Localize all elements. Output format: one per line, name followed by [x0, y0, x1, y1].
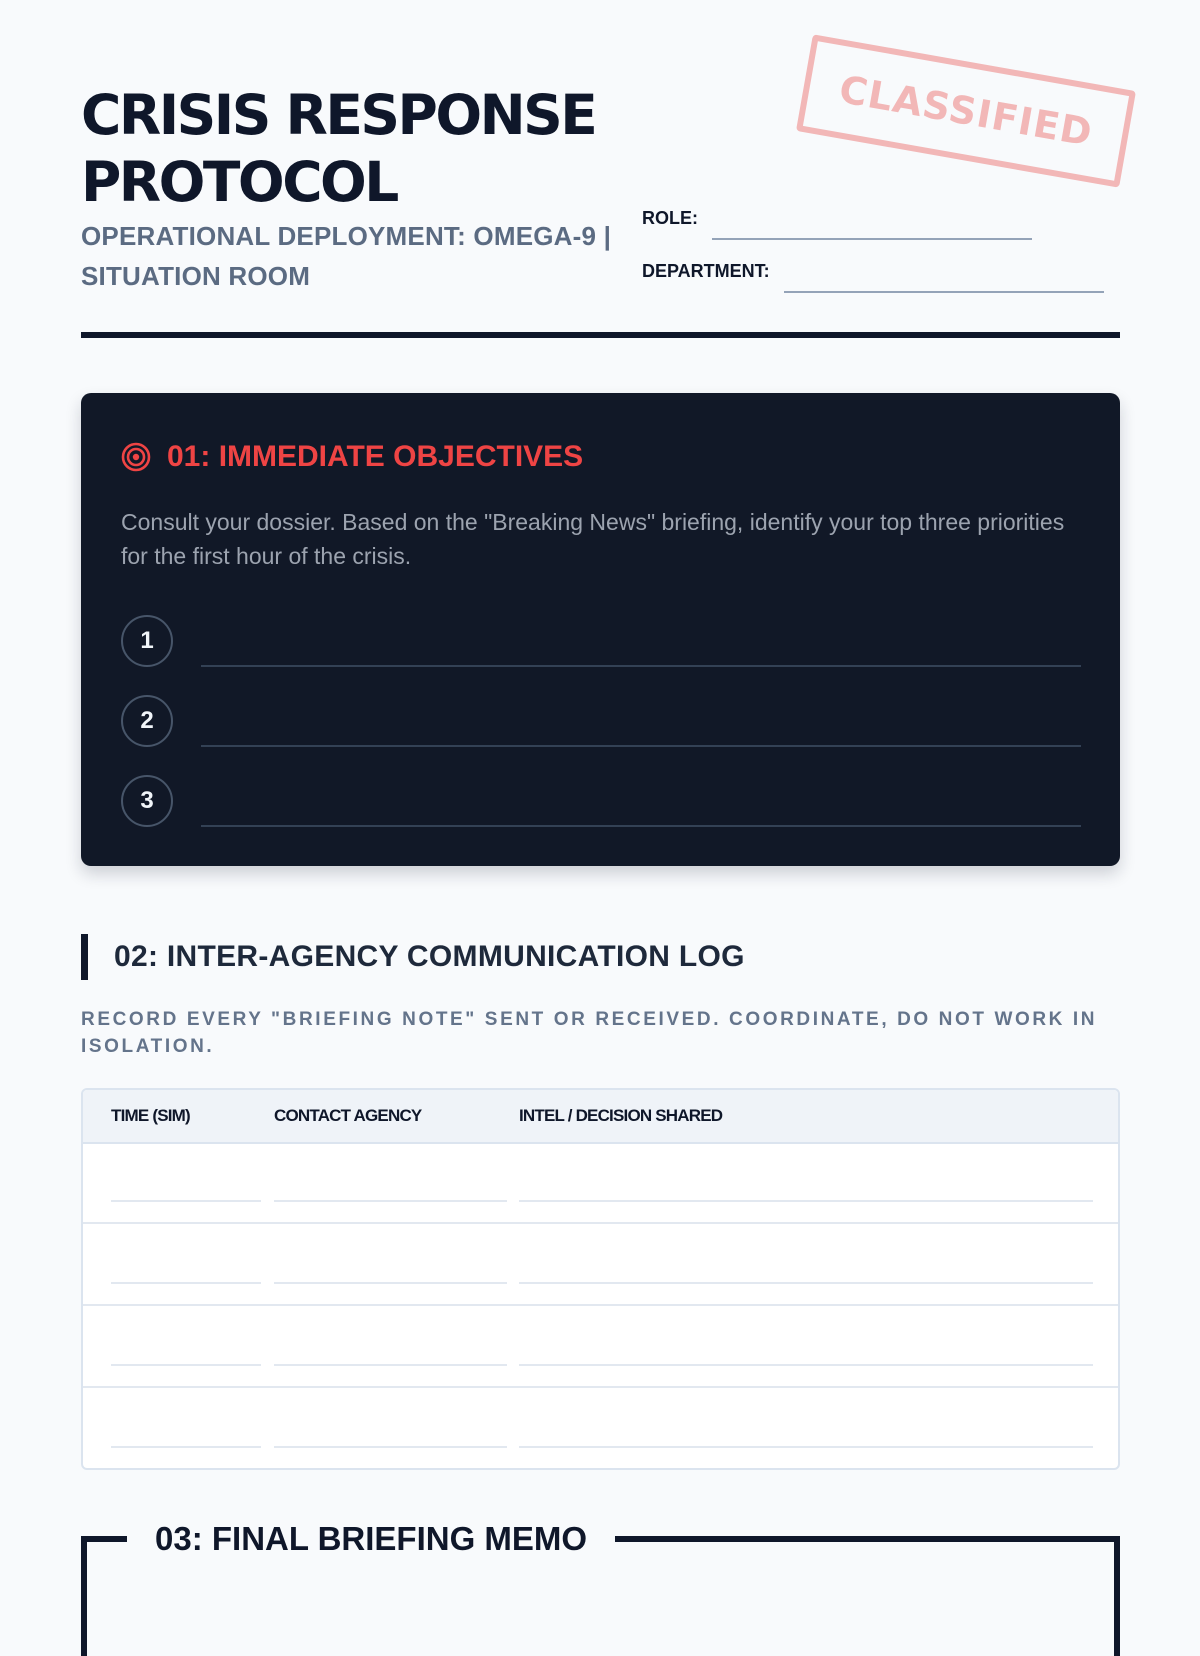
- header-divider: [81, 332, 1120, 338]
- role-field: [642, 208, 1032, 240]
- time-cell[interactable]: [111, 1364, 261, 1366]
- intel-cell[interactable]: [519, 1200, 1093, 1202]
- classified-stamp: CLASSIFIED: [796, 34, 1136, 187]
- agency-cell[interactable]: [274, 1446, 507, 1448]
- department-input-line[interactable]: [784, 267, 1104, 293]
- intel-cell[interactable]: [519, 1364, 1093, 1366]
- time-cell[interactable]: [111, 1446, 261, 1448]
- section-accent-bar: [81, 934, 88, 980]
- worksheet-page: [81, 0, 1120, 1600]
- intel-cell[interactable]: [519, 1282, 1093, 1284]
- time-cell[interactable]: [111, 1282, 261, 1284]
- agency-cell[interactable]: [274, 1364, 507, 1366]
- objective-item: [121, 695, 1081, 749]
- communication-log-title: 02: INTER-AGENCY COMMUNICATION LOG: [114, 940, 745, 973]
- time-cell[interactable]: [111, 1200, 261, 1202]
- objective-number-badge: 3: [121, 775, 173, 827]
- objective-item: [121, 775, 1081, 829]
- objective-number-badge: 1: [121, 615, 173, 667]
- target-icon: [121, 442, 151, 472]
- column-header-time: TIME (SIM): [111, 1106, 190, 1125]
- department-label: DEPARTMENT:: [642, 261, 770, 281]
- table-row: [83, 1224, 1118, 1306]
- objectives-description: Consult your dossier. Based on the "Breaking News" briefing, identify your top three priorities for the first hour of the crisis.: [121, 509, 1065, 569]
- table-row: [83, 1142, 1118, 1224]
- objective-item: [121, 615, 1081, 669]
- column-header-intel: INTEL / DECISION SHARED: [519, 1106, 723, 1125]
- objectives-heading: [121, 440, 583, 474]
- objective-number-badge: 2: [121, 695, 173, 747]
- table-header: [83, 1090, 1118, 1144]
- agency-cell[interactable]: [274, 1200, 507, 1202]
- objective-input-line[interactable]: [201, 745, 1081, 747]
- intel-cell[interactable]: [519, 1446, 1093, 1448]
- table-row: [83, 1388, 1118, 1470]
- final-memo-title: 03: FINAL BRIEFING MEMO: [127, 1518, 615, 1560]
- communication-log-instructions: RECORD EVERY "BRIEFING NOTE" SENT OR RECEIVED. COORDINATE, DO NOT WORK IN ISOLATION.: [81, 1009, 1098, 1057]
- objectives-title: 01: IMMEDIATE OBJECTIVES: [167, 440, 584, 473]
- table-row: [83, 1306, 1118, 1388]
- agency-cell[interactable]: [274, 1282, 507, 1284]
- department-field: [642, 261, 1104, 293]
- role-label: ROLE:: [642, 208, 698, 228]
- objective-input-line[interactable]: [201, 665, 1081, 667]
- communication-log-table: [81, 1088, 1120, 1470]
- role-input-line[interactable]: [712, 214, 1032, 240]
- page-subtitle: OPERATIONAL DEPLOYMENT: OMEGA-9 | SITUATION ROOM: [81, 221, 612, 291]
- objective-input-line[interactable]: [201, 825, 1081, 827]
- column-header-agency: CONTACT AGENCY: [274, 1106, 422, 1125]
- page-title: CRISIS RESPONSE PROTOCOL: [81, 83, 596, 214]
